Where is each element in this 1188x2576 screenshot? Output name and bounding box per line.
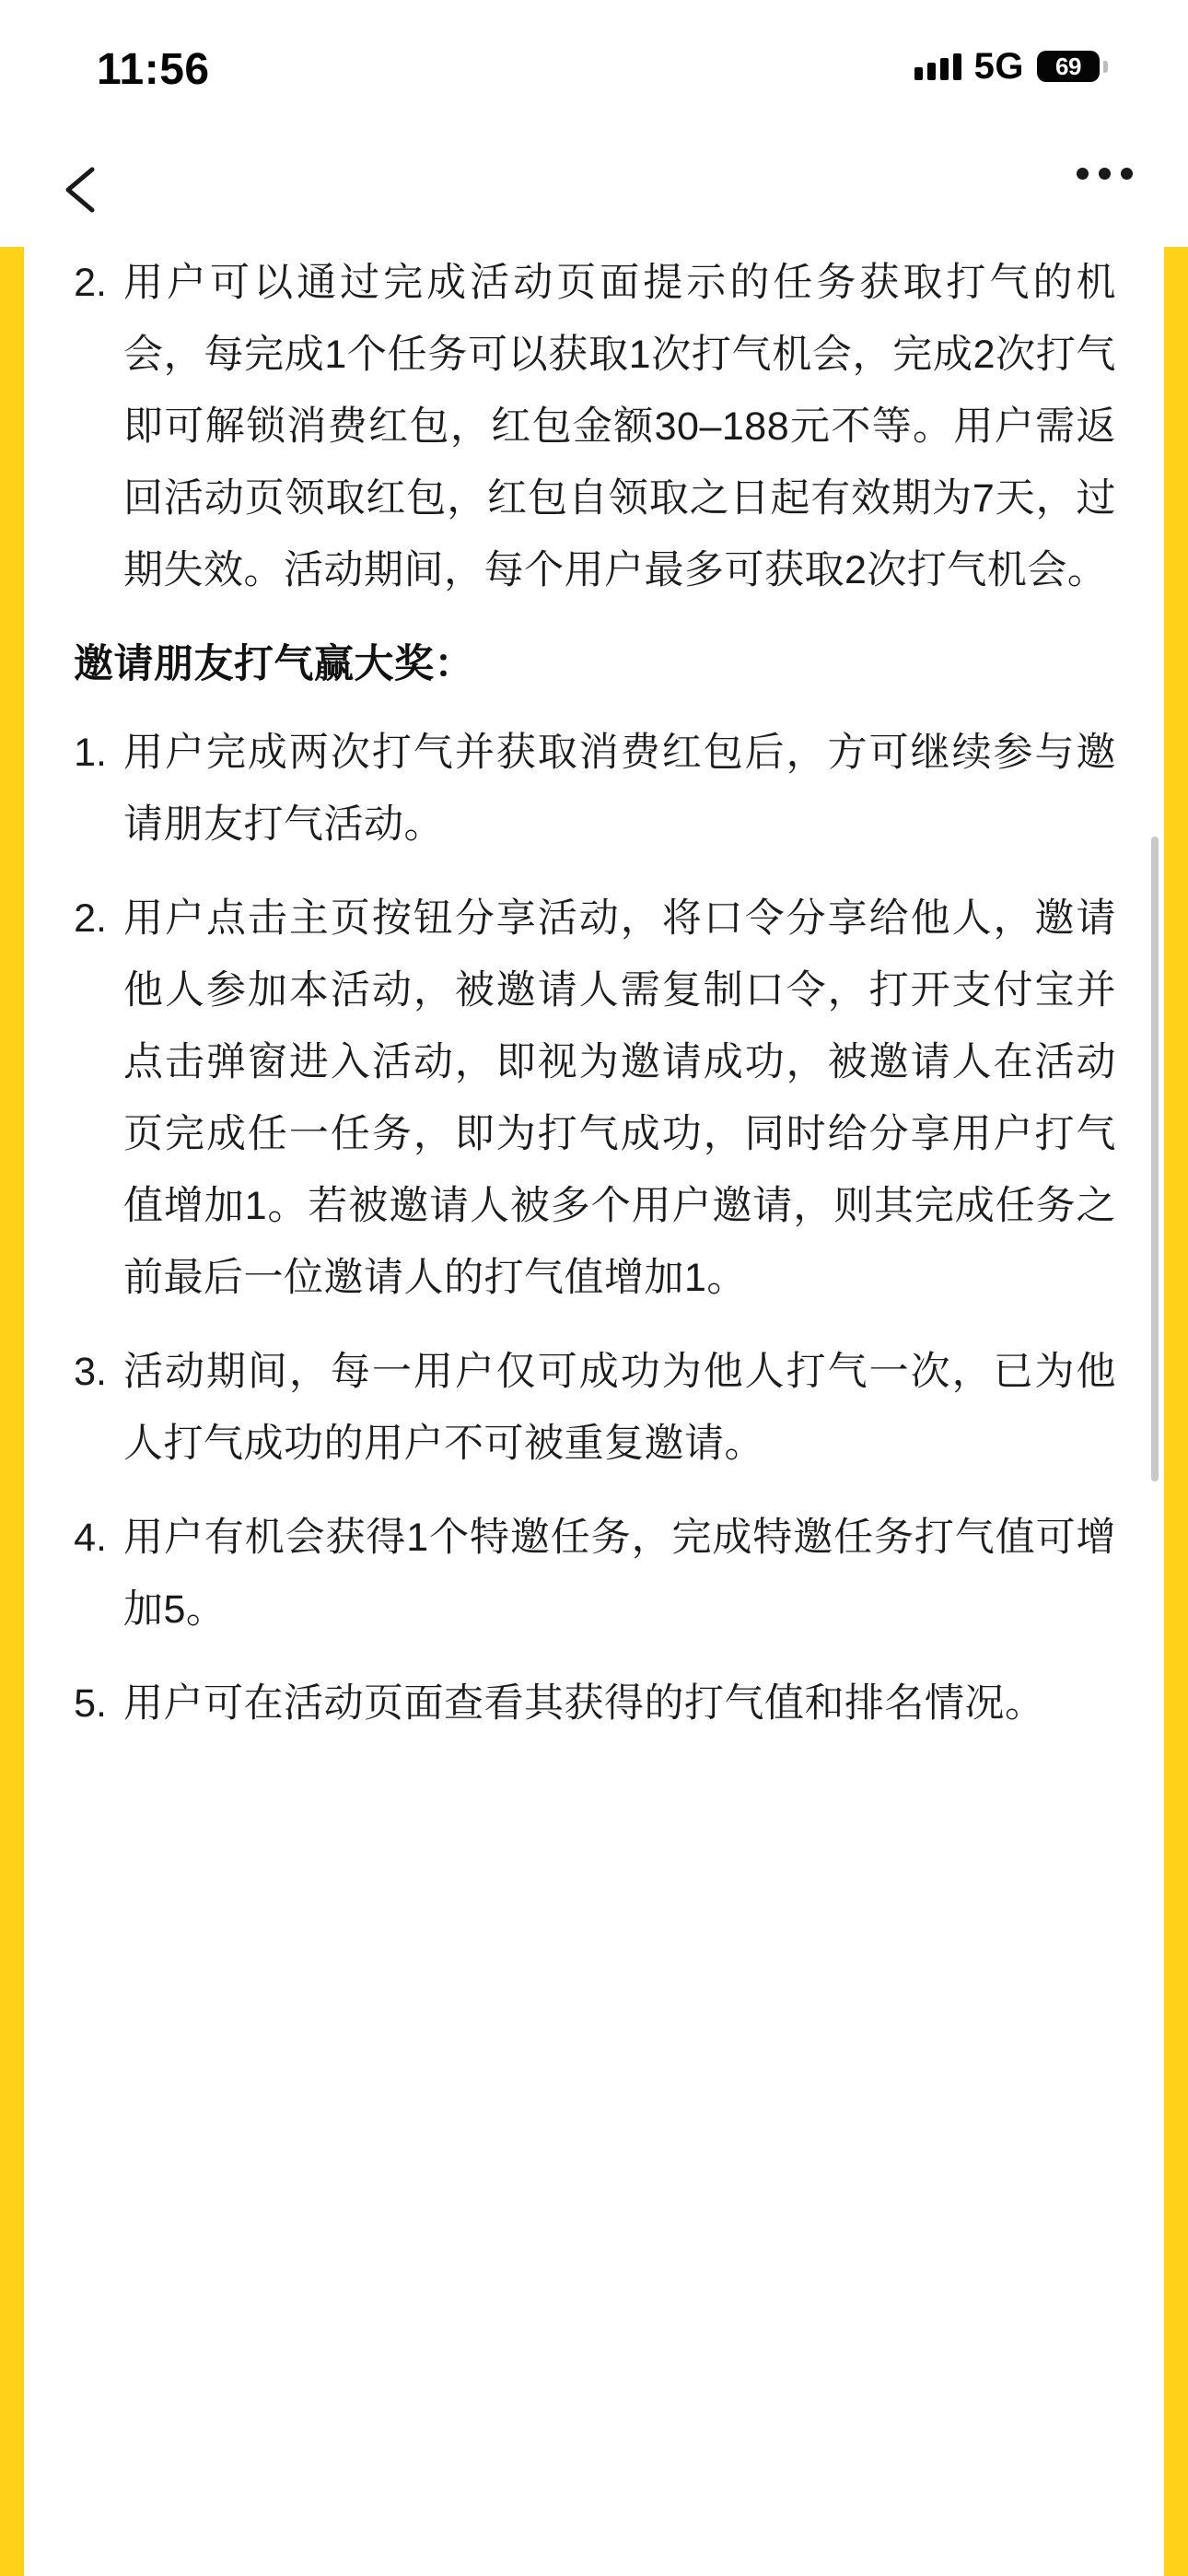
list-item-text: 用户可在活动页面查看其获得的打气值和排名情况。 xyxy=(123,1681,1045,1726)
list-item-marker: 3. xyxy=(74,1350,107,1394)
list-item-marker: 5. xyxy=(74,1681,107,1726)
status-bar xyxy=(0,0,1188,129)
rules-list-invite xyxy=(66,717,1116,1739)
list-item-marker: 1. xyxy=(74,731,107,775)
article-content xyxy=(24,247,1164,1739)
more-options-button[interactable] xyxy=(1077,168,1133,180)
signal-bars-icon xyxy=(914,53,961,80)
battery-level-label: 69 xyxy=(1055,52,1081,80)
list-item xyxy=(66,883,1116,1314)
list-item xyxy=(66,1668,1116,1739)
list-item xyxy=(66,717,1116,861)
list-item-marker: 4. xyxy=(74,1516,107,1560)
list-item-text: 用户可以通过完成活动页面提示的任务获取打气的机会，每完成1个任务可以获取1次打气机会，完成2次打气即可解锁消费红包，红包金额30–188元不等。用户需返回活动页领取红包，红包自领取之日起有效期为7天，过期失效。活动期间，每个用户最多可获取2次打气机会。 xyxy=(123,261,1116,592)
status-time: 11:56 xyxy=(97,45,210,94)
chevron-left-icon xyxy=(53,160,112,219)
rules-list-top xyxy=(66,247,1116,606)
list-item xyxy=(66,247,1116,606)
more-dot xyxy=(1121,168,1133,180)
status-indicators xyxy=(914,44,1100,88)
list-item-text: 用户完成两次打气并获取消费红包后，方可继续参与邀请朋友打气活动。 xyxy=(123,731,1116,847)
more-dot xyxy=(1099,168,1111,180)
list-item xyxy=(66,1336,1116,1480)
list-item-text: 用户点击主页按钮分享活动，将口令分享给他人，邀请他人参加本活动，被邀请人需复制口令，打开支付宝并点击弹窗进入活动，即视为邀请成功，被邀请人在活动页完成任一任务，即为打气成功，同时给分享用户打气值增加1。若被邀请人被多个用户邀请，则其完成任务之前最后一位邀请人的打气值增加1。 xyxy=(123,896,1116,1300)
list-item-text: 活动期间，每一用户仅可成功为他人打气一次，已为他人打气成功的用户不可被重复邀请。 xyxy=(123,1350,1116,1466)
scrollbar-thumb[interactable] xyxy=(1151,837,1159,1481)
article-page xyxy=(0,247,1188,2576)
back-button[interactable] xyxy=(53,160,112,219)
battery-icon xyxy=(1037,51,1100,82)
more-dot xyxy=(1077,168,1089,180)
navigation-bar xyxy=(0,129,1188,247)
list-item xyxy=(66,1502,1116,1645)
list-item-text: 用户有机会获得1个特邀任务，完成特邀任务打气值可增加5。 xyxy=(123,1516,1116,1632)
list-item-marker: 2. xyxy=(74,261,107,305)
section-heading-invite: 邀请朋友打气赢大奖： xyxy=(74,642,474,686)
list-item-marker: 2. xyxy=(74,896,107,941)
network-type-label: 5G xyxy=(973,45,1024,87)
